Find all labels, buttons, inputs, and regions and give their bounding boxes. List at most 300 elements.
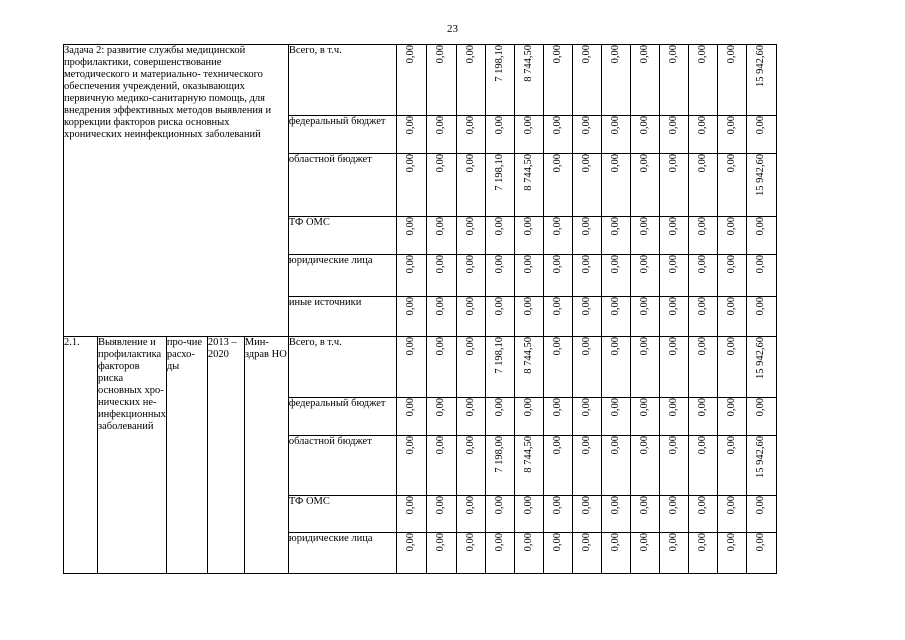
amount-value: 0,00 — [580, 255, 592, 274]
amount-cell — [396, 45, 426, 116]
amount-value: 0,00 — [435, 116, 447, 135]
amount-value: 0,00 — [551, 337, 563, 356]
amount-value: 0,00 — [638, 255, 650, 274]
amount-cell — [717, 398, 746, 436]
amount-value: 0,00 — [609, 116, 621, 135]
amount-cell — [572, 116, 601, 154]
amount-value: 0,00 — [405, 533, 417, 552]
amount-value: 0,00 — [667, 337, 679, 356]
amount-cell — [456, 398, 485, 436]
amount-value: 0,00 — [551, 45, 563, 64]
amount-value: 0,00 — [580, 436, 592, 455]
amount-cell — [630, 154, 659, 217]
amount-cell — [485, 45, 514, 116]
amount-value: 0,00 — [638, 217, 650, 236]
amount-value: 0,00 — [638, 45, 650, 64]
amount-cell — [456, 217, 485, 255]
amount-value: 7 198,00 — [493, 436, 505, 473]
expense-type: про-чие расхо-ды — [166, 337, 207, 574]
amount-value: 0,00 — [435, 533, 447, 552]
amount-cell — [396, 116, 426, 154]
amount-value: 0,00 — [667, 154, 679, 173]
amount-value: 0,00 — [464, 398, 476, 417]
amount-value: 0,00 — [696, 217, 708, 236]
amount-value: 0,00 — [638, 154, 650, 173]
amount-value: 0,00 — [493, 297, 505, 316]
amount-cell — [396, 217, 426, 255]
amount-value: 0,00 — [435, 45, 447, 64]
amount-cell — [630, 217, 659, 255]
amount-cell — [572, 496, 601, 533]
amount-cell — [396, 496, 426, 533]
amount-value: 0,00 — [755, 116, 767, 135]
amount-cell — [717, 297, 746, 337]
table-row — [64, 337, 777, 398]
amount-cell — [746, 533, 776, 574]
amount-value: 0,00 — [522, 398, 534, 417]
amount-cell — [688, 255, 717, 297]
amount-value: 0,00 — [609, 533, 621, 552]
amount-value: 0,00 — [725, 398, 737, 417]
amount-value: 15 942,60 — [755, 45, 767, 87]
amount-value: 0,00 — [435, 297, 447, 316]
amount-value: 0,00 — [551, 496, 563, 515]
amount-cell — [396, 297, 426, 337]
amount-value: 0,00 — [638, 436, 650, 455]
amount-value: 0,00 — [551, 398, 563, 417]
amount-cell — [572, 297, 601, 337]
amount-cell — [426, 297, 456, 337]
amount-value: 0,00 — [493, 533, 505, 552]
amount-cell — [717, 337, 746, 398]
amount-value: 0,00 — [725, 116, 737, 135]
budget-table — [63, 44, 777, 574]
amount-cell — [601, 337, 630, 398]
amount-cell — [572, 45, 601, 116]
amount-cell — [630, 45, 659, 116]
amount-value: 0,00 — [696, 337, 708, 356]
amount-cell — [514, 436, 543, 496]
amount-value: 0,00 — [696, 533, 708, 552]
funding-source: Всего, в т.ч. — [288, 45, 396, 116]
amount-value: 15 942,60 — [755, 436, 767, 478]
amount-value: 0,00 — [609, 436, 621, 455]
amount-value: 0,00 — [522, 116, 534, 135]
amount-cell — [601, 45, 630, 116]
amount-cell — [572, 255, 601, 297]
amount-cell — [396, 436, 426, 496]
amount-value: 8 744,50 — [522, 337, 534, 374]
amount-cell — [688, 436, 717, 496]
amount-value: 0,00 — [405, 255, 417, 274]
amount-cell — [543, 533, 572, 574]
amount-cell — [456, 297, 485, 337]
amount-value: 0,00 — [580, 154, 592, 173]
amount-cell — [601, 297, 630, 337]
amount-cell — [543, 398, 572, 436]
amount-value: 0,00 — [435, 398, 447, 417]
amount-value: 0,00 — [667, 255, 679, 274]
amount-value: 0,00 — [464, 217, 476, 236]
amount-value: 0,00 — [725, 154, 737, 173]
amount-value: 0,00 — [405, 217, 417, 236]
amount-value: 0,00 — [755, 217, 767, 236]
budget-table-body — [64, 45, 777, 574]
amount-cell — [601, 217, 630, 255]
amount-cell — [746, 398, 776, 436]
amount-cell — [514, 398, 543, 436]
amount-cell — [426, 337, 456, 398]
amount-value: 0,00 — [667, 533, 679, 552]
item-number: 2.1. — [64, 337, 98, 574]
amount-value: 0,00 — [609, 496, 621, 515]
amount-cell — [543, 496, 572, 533]
amount-cell — [396, 337, 426, 398]
amount-cell — [456, 436, 485, 496]
amount-cell — [485, 436, 514, 496]
funding-source: федеральный бюджет — [288, 116, 396, 154]
amount-cell — [601, 255, 630, 297]
amount-cell — [630, 116, 659, 154]
amount-cell — [514, 217, 543, 255]
amount-cell — [659, 297, 688, 337]
amount-cell — [485, 337, 514, 398]
amount-cell — [514, 116, 543, 154]
amount-value: 0,00 — [667, 45, 679, 64]
amount-cell — [688, 297, 717, 337]
funding-source: Всего, в т.ч. — [288, 337, 396, 398]
amount-cell — [746, 45, 776, 116]
amount-cell — [456, 533, 485, 574]
amount-cell — [630, 496, 659, 533]
amount-cell — [688, 217, 717, 255]
amount-cell — [630, 436, 659, 496]
executor: Мин-здрав НО — [244, 337, 288, 574]
amount-value: 0,00 — [405, 337, 417, 356]
amount-value: 0,00 — [609, 45, 621, 64]
page-number: 23 — [447, 23, 458, 35]
amount-value: 7 198,10 — [493, 337, 505, 374]
amount-value: 0,00 — [609, 154, 621, 173]
amount-value: 0,00 — [696, 116, 708, 135]
amount-cell — [426, 436, 456, 496]
amount-cell — [396, 398, 426, 436]
amount-cell — [746, 116, 776, 154]
funding-source: федеральный бюджет — [288, 398, 396, 436]
amount-cell — [717, 154, 746, 217]
amount-value: 0,00 — [580, 533, 592, 552]
amount-cell — [746, 337, 776, 398]
amount-cell — [543, 154, 572, 217]
amount-value: 0,00 — [638, 297, 650, 316]
amount-value: 0,00 — [580, 496, 592, 515]
amount-cell — [426, 116, 456, 154]
amount-cell — [630, 255, 659, 297]
amount-cell — [485, 217, 514, 255]
amount-cell — [543, 297, 572, 337]
amount-value: 8 744,50 — [522, 154, 534, 191]
amount-value: 0,00 — [522, 255, 534, 274]
amount-value: 0,00 — [580, 217, 592, 236]
amount-cell — [543, 116, 572, 154]
funding-source: юридические лица — [288, 533, 396, 574]
amount-value: 0,00 — [522, 217, 534, 236]
amount-cell — [426, 533, 456, 574]
amount-value: 0,00 — [725, 217, 737, 236]
amount-cell — [746, 154, 776, 217]
amount-value: 0,00 — [609, 297, 621, 316]
amount-cell — [572, 337, 601, 398]
amount-cell — [572, 154, 601, 217]
amount-cell — [659, 436, 688, 496]
amount-value: 0,00 — [580, 116, 592, 135]
amount-cell — [717, 217, 746, 255]
amount-value: 0,00 — [696, 297, 708, 316]
amount-value: 0,00 — [696, 496, 708, 515]
amount-value: 0,00 — [551, 297, 563, 316]
amount-value: 0,00 — [405, 297, 417, 316]
funding-source: ТФ ОМС — [288, 496, 396, 533]
amount-cell — [630, 297, 659, 337]
amount-cell — [688, 45, 717, 116]
funding-source: иные источники — [288, 297, 396, 337]
amount-value: 0,00 — [638, 496, 650, 515]
funding-source: областной бюджет — [288, 436, 396, 496]
amount-cell — [717, 45, 746, 116]
amount-value: 0,00 — [667, 496, 679, 515]
amount-value: 0,00 — [667, 436, 679, 455]
amount-value: 0,00 — [435, 217, 447, 236]
amount-cell — [601, 116, 630, 154]
amount-value: 0,00 — [464, 297, 476, 316]
amount-value: 0,00 — [405, 154, 417, 173]
amount-value: 0,00 — [435, 496, 447, 515]
amount-cell — [659, 116, 688, 154]
amount-value: 0,00 — [405, 45, 417, 64]
amount-cell — [426, 398, 456, 436]
amount-value: 7 198,10 — [493, 45, 505, 82]
funding-source: юридические лица — [288, 255, 396, 297]
amount-value: 0,00 — [638, 116, 650, 135]
amount-value: 0,00 — [464, 496, 476, 515]
amount-cell — [514, 496, 543, 533]
amount-value: 0,00 — [609, 337, 621, 356]
amount-cell — [659, 255, 688, 297]
amount-cell — [746, 255, 776, 297]
amount-value: 0,00 — [755, 255, 767, 274]
amount-value: 0,00 — [435, 154, 447, 173]
amount-value: 0,00 — [464, 255, 476, 274]
amount-cell — [746, 297, 776, 337]
amount-cell — [630, 398, 659, 436]
amount-cell — [543, 337, 572, 398]
amount-value: 0,00 — [435, 255, 447, 274]
amount-cell — [659, 217, 688, 255]
amount-cell — [456, 154, 485, 217]
amount-value: 0,00 — [551, 255, 563, 274]
amount-value: 0,00 — [725, 436, 737, 455]
amount-value: 0,00 — [405, 116, 417, 135]
amount-value: 0,00 — [493, 255, 505, 274]
amount-cell — [659, 337, 688, 398]
amount-value: 0,00 — [609, 255, 621, 274]
amount-cell — [688, 533, 717, 574]
amount-value: 0,00 — [522, 533, 534, 552]
amount-cell — [543, 436, 572, 496]
amount-cell — [601, 533, 630, 574]
amount-cell — [746, 496, 776, 533]
amount-cell — [485, 154, 514, 217]
amount-cell — [601, 398, 630, 436]
funding-source: ТФ ОМС — [288, 217, 396, 255]
amount-value: 0,00 — [667, 217, 679, 236]
amount-cell — [456, 45, 485, 116]
amount-cell — [485, 533, 514, 574]
amount-cell — [485, 297, 514, 337]
amount-value: 0,00 — [725, 496, 737, 515]
amount-value: 0,00 — [405, 436, 417, 455]
amount-value: 0,00 — [609, 217, 621, 236]
amount-cell — [659, 45, 688, 116]
amount-value: 0,00 — [580, 337, 592, 356]
amount-cell — [514, 255, 543, 297]
amount-value: 0,00 — [551, 533, 563, 552]
amount-cell — [485, 398, 514, 436]
amount-cell — [456, 255, 485, 297]
amount-cell — [659, 533, 688, 574]
amount-value: 0,00 — [493, 217, 505, 236]
amount-cell — [572, 217, 601, 255]
amount-value: 0,00 — [696, 255, 708, 274]
amount-value: 15 942,60 — [755, 337, 767, 379]
amount-cell — [601, 436, 630, 496]
amount-value: 0,00 — [725, 297, 737, 316]
amount-cell — [717, 116, 746, 154]
amount-cell — [514, 45, 543, 116]
amount-cell — [630, 337, 659, 398]
amount-cell — [426, 154, 456, 217]
amount-cell — [485, 116, 514, 154]
amount-value: 0,00 — [464, 154, 476, 173]
amount-value: 0,00 — [551, 436, 563, 455]
amount-cell — [543, 45, 572, 116]
amount-value: 0,00 — [755, 496, 767, 515]
amount-cell — [426, 217, 456, 255]
amount-value: 0,00 — [493, 398, 505, 417]
amount-value: 0,00 — [551, 116, 563, 135]
amount-cell — [659, 398, 688, 436]
amount-value: 0,00 — [580, 45, 592, 64]
amount-value: 0,00 — [551, 154, 563, 173]
amount-value: 0,00 — [638, 398, 650, 417]
amount-cell — [601, 496, 630, 533]
amount-value: 0,00 — [609, 398, 621, 417]
amount-value: 0,00 — [435, 337, 447, 356]
amount-value: 0,00 — [755, 398, 767, 417]
amount-value: 8 744,50 — [522, 45, 534, 82]
amount-cell — [688, 154, 717, 217]
amount-cell — [456, 116, 485, 154]
amount-cell — [717, 533, 746, 574]
amount-value: 0,00 — [405, 496, 417, 515]
amount-cell — [688, 496, 717, 533]
amount-cell — [456, 337, 485, 398]
amount-value: 0,00 — [755, 533, 767, 552]
amount-value: 0,00 — [696, 45, 708, 64]
amount-value: 0,00 — [580, 398, 592, 417]
amount-value: 8 744,50 — [522, 436, 534, 473]
amount-value: 0,00 — [725, 533, 737, 552]
amount-cell — [426, 45, 456, 116]
amount-cell — [485, 496, 514, 533]
amount-cell — [717, 496, 746, 533]
amount-cell — [659, 154, 688, 217]
amount-cell — [396, 154, 426, 217]
amount-cell — [572, 436, 601, 496]
amount-value: 0,00 — [493, 116, 505, 135]
amount-value: 15 942,60 — [755, 154, 767, 196]
amount-cell — [601, 154, 630, 217]
amount-cell — [485, 255, 514, 297]
amount-cell — [630, 533, 659, 574]
amount-value: 0,00 — [696, 398, 708, 417]
amount-value: 0,00 — [725, 255, 737, 274]
amount-value: 0,00 — [464, 337, 476, 356]
amount-value: 7 198,10 — [493, 154, 505, 191]
amount-cell — [717, 255, 746, 297]
table-row — [64, 45, 777, 116]
amount-cell — [717, 436, 746, 496]
amount-value: 0,00 — [464, 45, 476, 64]
amount-cell — [688, 337, 717, 398]
amount-cell — [514, 533, 543, 574]
amount-value: 0,00 — [755, 297, 767, 316]
amount-value: 0,00 — [464, 436, 476, 455]
funding-source: областной бюджет — [288, 154, 396, 217]
amount-value: 0,00 — [725, 337, 737, 356]
amount-cell — [746, 217, 776, 255]
amount-value: 0,00 — [667, 297, 679, 316]
amount-value: 0,00 — [435, 436, 447, 455]
amount-cell — [572, 398, 601, 436]
amount-value: 0,00 — [522, 297, 534, 316]
amount-value: 0,00 — [696, 436, 708, 455]
amount-cell — [688, 398, 717, 436]
amount-value: 0,00 — [522, 496, 534, 515]
amount-cell — [514, 154, 543, 217]
amount-cell — [456, 496, 485, 533]
amount-cell — [514, 297, 543, 337]
amount-value: 0,00 — [493, 496, 505, 515]
amount-cell — [572, 533, 601, 574]
amount-cell — [396, 255, 426, 297]
amount-value: 0,00 — [638, 337, 650, 356]
amount-cell — [396, 533, 426, 574]
item-name: Выявление и профилактика факторов риска основных хро-нических не-инфекционных заболеваний — [98, 337, 167, 574]
amount-cell — [543, 255, 572, 297]
amount-value: 0,00 — [667, 398, 679, 417]
amount-value: 0,00 — [580, 297, 592, 316]
amount-value: 0,00 — [638, 533, 650, 552]
amount-cell — [688, 116, 717, 154]
amount-cell — [514, 337, 543, 398]
amount-value: 0,00 — [464, 116, 476, 135]
amount-cell — [659, 496, 688, 533]
amount-value: 0,00 — [405, 398, 417, 417]
amount-cell — [543, 217, 572, 255]
amount-cell — [746, 436, 776, 496]
amount-value: 0,00 — [696, 154, 708, 173]
